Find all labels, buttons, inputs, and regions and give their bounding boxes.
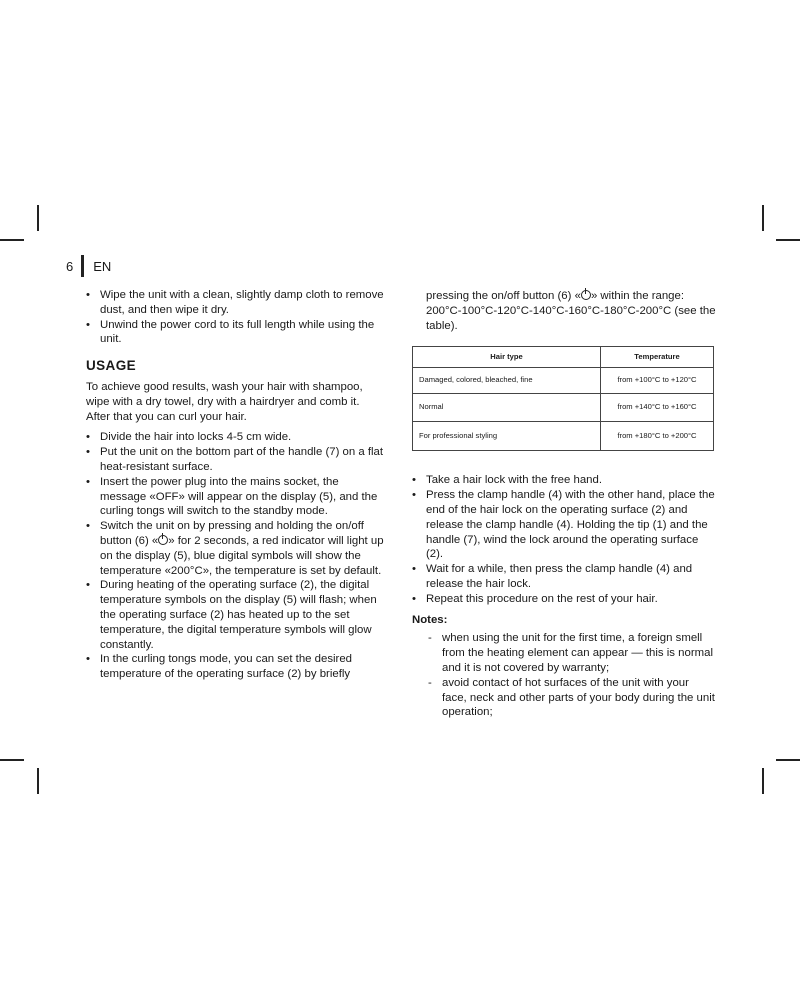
list-item: • Put the unit on the bottom part of the handle (7) on a flat heat-resistant surface. (86, 445, 386, 475)
table-row (413, 368, 714, 394)
list-item: - avoid contact of hot surfaces of the unit with your face, neck and other parts of your body during the unit operation; (428, 676, 716, 720)
notes-list (412, 631, 716, 720)
crop-mark (0, 759, 24, 761)
list-item: • In the curling tongs mode, you can set the desired temperature of the operating surface (2) by briefly (86, 652, 386, 682)
list-item: • Repeat this procedure on the rest of your hair. (412, 592, 716, 607)
table-cell: Damaged, colored, bleached, fine (413, 368, 601, 394)
table-cell: from +180°C to +200°C (601, 422, 714, 451)
list-item: • Take a hair lock with the free hand. (412, 473, 716, 488)
table-cell: from +100°C to +120°C (601, 368, 714, 394)
table-header-cell: Hair type (413, 347, 601, 368)
power-icon (581, 290, 591, 300)
intro-bullet-list (86, 288, 386, 347)
language-code: EN (93, 258, 112, 274)
power-icon (158, 535, 168, 545)
crop-mark (762, 205, 764, 231)
page-header (66, 255, 111, 277)
crop-mark (37, 205, 39, 231)
list-item: • Press the clamp handle (4) with the other hand, place the end of the hair lock on the operating surface (2) and release the clamp handle (4). Holding the tip (1) and the handle (7), wind the lock around the operating surface (2). (412, 488, 716, 562)
table-cell: For professional styling (413, 422, 601, 451)
usage-paragraph: To achieve good results, wash your hair with shampoo, wipe with a dry towel, dry with a hairdryer and comb it. After that you can curl your hair. (86, 380, 363, 423)
list-item: • During heating of the operating surface (2), the digital temperature symbols on the display (5) will flash; when the operating surface (2) has heated up to the set temperature, the digital temperature symbols will glow constantly. (86, 578, 386, 652)
table-row (413, 394, 714, 422)
crop-mark (762, 768, 764, 794)
page-number: 6 (66, 258, 74, 274)
table-cell: Normal (413, 394, 601, 422)
notes-heading: Notes: (412, 613, 448, 626)
crop-mark (776, 759, 800, 761)
table-cell: from +140°C to +160°C (601, 394, 714, 422)
list-item: - when using the unit for the first time, a foreign smell from the heating element can appear — this is normal and it is not covered by warranty; (428, 631, 716, 675)
text-segment: Switch the unit on by pressing and holding the on/off button (6) « (100, 520, 364, 547)
list-item: • Wait for a while, then press the clamp handle (4) and release the hair lock. (412, 562, 716, 592)
left-column (86, 288, 386, 682)
header-divider (81, 255, 84, 277)
continuation-paragraph (412, 289, 716, 333)
list-item (86, 519, 386, 578)
steps-bullet-list (412, 473, 716, 606)
crop-mark (0, 239, 24, 241)
list-item: • Insert the power plug into the mains socket, the message «OFF» will appear on the display (5), and the curling tongs will switch to the standby mode. (86, 475, 386, 519)
crop-mark (37, 768, 39, 794)
table-row (413, 422, 714, 451)
text-segment: » within the range: 200°C-100°C-120°C-140°C-160°C-180°C-200°C (see the table). (426, 290, 716, 332)
list-item: • Wipe the unit with a clean, slightly damp cloth to remove dust, and then wipe it dry. (86, 288, 386, 318)
list-item: • Unwind the power cord to its full length while using the unit. (86, 318, 386, 348)
right-column (412, 289, 716, 720)
temperature-table (412, 346, 714, 451)
list-item: • Divide the hair into locks 4-5 cm wide. (86, 430, 386, 445)
table-header-cell: Temperature (601, 347, 714, 368)
crop-mark (776, 239, 800, 241)
section-heading: USAGE (86, 358, 137, 374)
table-header-row (413, 347, 714, 368)
text-segment: » for 2 seconds, a red indicator will light up on the display (5), blue digital symbols will show the temperature «200°C», the temperature is set by default. (100, 534, 384, 577)
usage-bullet-list (86, 430, 386, 682)
text-segment: pressing the on/off button (6) « (426, 290, 581, 302)
